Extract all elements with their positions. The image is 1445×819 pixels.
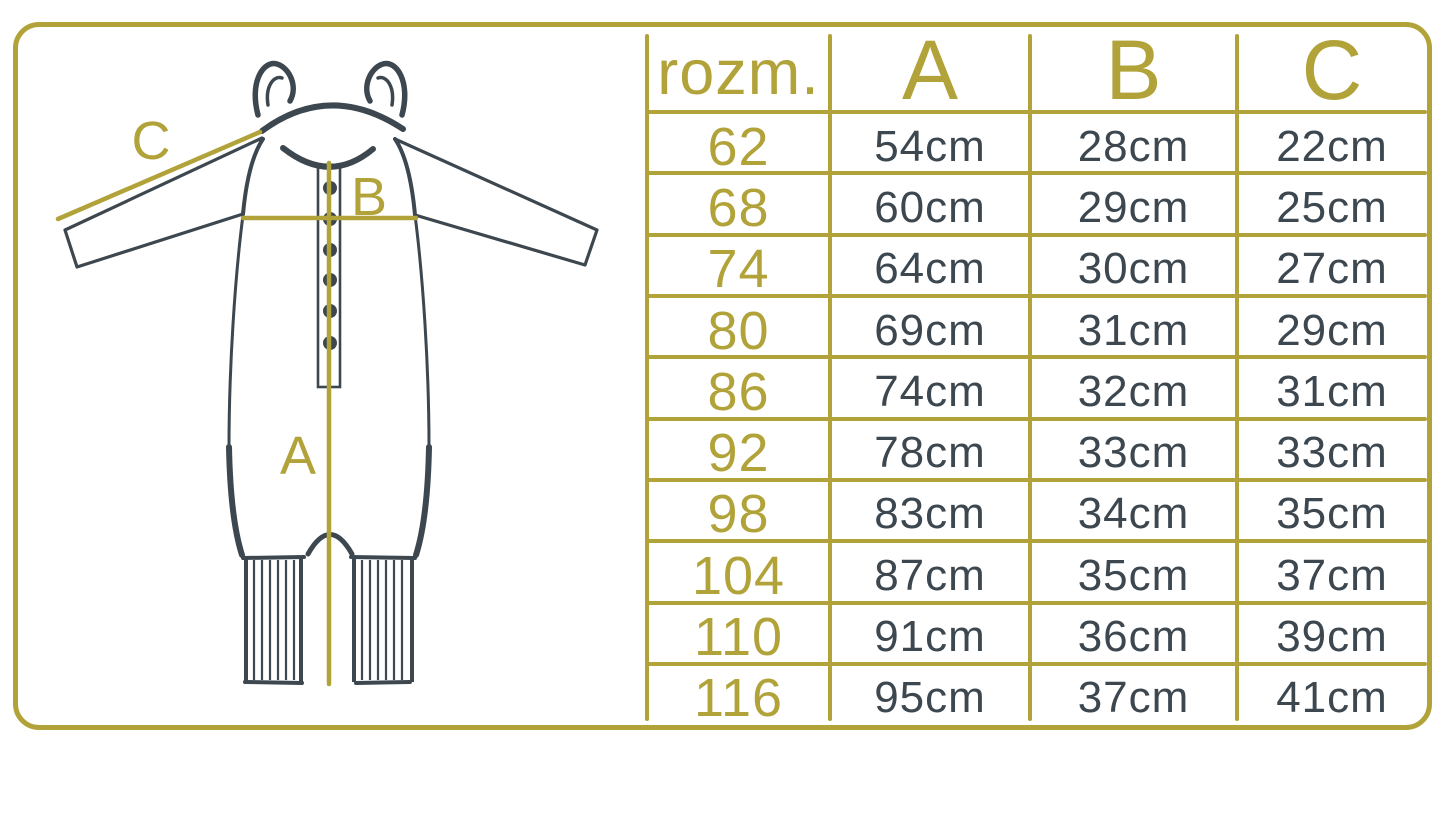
right-raglan-seam	[395, 139, 415, 215]
measure-cell-c: 33cm	[1276, 428, 1388, 478]
size-cell: 98	[707, 484, 770, 542]
size-cell: 110	[693, 607, 784, 664]
measure-cell-b: 28cm	[1077, 121, 1190, 171]
measure-cell-a: 95cm	[874, 673, 986, 723]
measure-cell-a: 74cm	[874, 366, 986, 416]
size-cell: 92	[707, 423, 770, 480]
header-cell-b: B	[1105, 27, 1162, 112]
header-cell-a: A	[901, 27, 959, 112]
measure-label-c: C	[131, 111, 173, 171]
measure-cell-a: 83cm	[874, 489, 986, 539]
measure-cell-c: 25cm	[1276, 182, 1388, 232]
header-cell-size: rozm.	[657, 37, 820, 108]
measure-cell-c: 22cm	[1276, 121, 1388, 171]
size-cell: 80	[707, 300, 770, 358]
left-raglan-seam	[243, 139, 263, 214]
measure-cell-c: 31cm	[1276, 366, 1388, 416]
measure-label-b: B	[350, 167, 390, 227]
measure-cell-c: 37cm	[1276, 550, 1388, 600]
measure-cell-c: 27cm	[1276, 244, 1388, 294]
size-cell: 62	[707, 116, 770, 174]
size-cell: 104	[691, 545, 786, 603]
measure-cell-a: 60cm	[874, 182, 986, 232]
measure-cell-b: 37cm	[1077, 673, 1190, 723]
romper-diagram	[18, 27, 647, 725]
measure-cell-b: 35cm	[1077, 550, 1190, 600]
measure-cell-a: 64cm	[874, 244, 986, 294]
size-table	[647, 27, 1427, 725]
size-cell: 86	[707, 361, 770, 419]
measure-cell-a: 54cm	[874, 121, 986, 171]
right-cuff	[351, 557, 415, 683]
measure-cell-c: 35cm	[1276, 489, 1388, 539]
measure-cell-a: 91cm	[874, 612, 986, 662]
measure-cell-a: 87cm	[874, 550, 986, 600]
size-chart-frame	[13, 22, 1432, 730]
hood-outline	[262, 105, 403, 131]
right-ear-icon	[367, 64, 405, 115]
measure-cell-c: 39cm	[1276, 612, 1388, 662]
measure-cell-a: 69cm	[874, 305, 986, 355]
size-cell: 74	[707, 239, 770, 296]
size-cell: 116	[693, 668, 784, 725]
measure-cell-c: 29cm	[1276, 305, 1388, 355]
measure-cell-c: 41cm	[1276, 673, 1388, 723]
measure-cell-b: 33cm	[1077, 428, 1190, 478]
measure-label-a: A	[279, 426, 319, 486]
measure-cell-b: 29cm	[1077, 182, 1190, 232]
header-cell-c: C	[1301, 27, 1363, 112]
measure-cell-b: 36cm	[1077, 612, 1190, 662]
size-cell: 68	[707, 177, 770, 235]
measure-cell-b: 32cm	[1077, 366, 1190, 416]
measure-cell-b: 30cm	[1077, 244, 1190, 294]
left-cuff	[243, 557, 304, 683]
left-ear-icon	[255, 64, 293, 115]
measure-cell-b: 34cm	[1077, 489, 1190, 539]
right-sleeve	[395, 139, 597, 265]
measure-cell-a: 78cm	[874, 428, 986, 478]
measure-cell-b: 31cm	[1077, 305, 1190, 355]
